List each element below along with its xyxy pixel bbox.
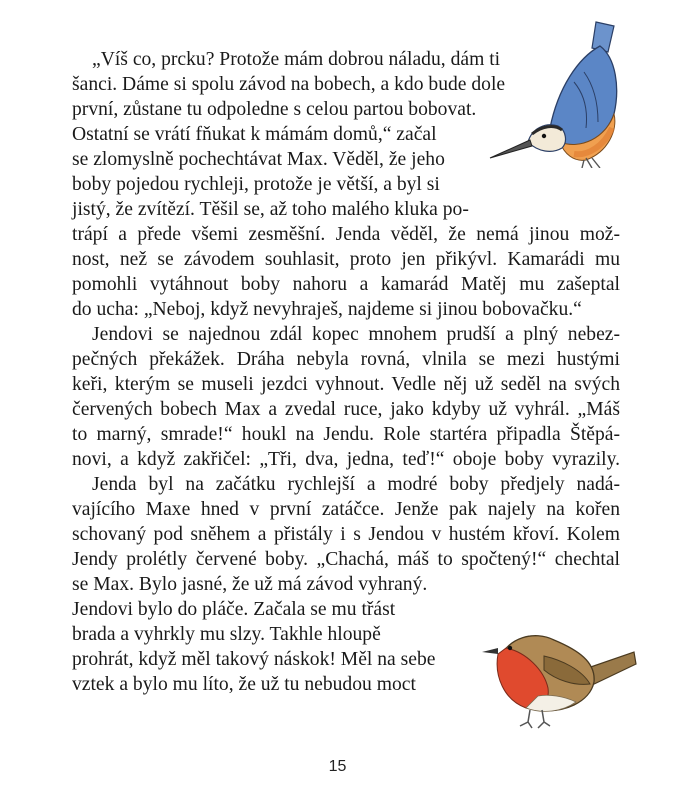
paragraph-2-line-2: pečných překážek. Dráha nebyla rovná, vlnila se mezi hustými bbox=[72, 349, 620, 370]
paragraph-4-line-2: brada a vyhrkly mu slzy. Takhle hloupě bbox=[72, 624, 381, 645]
paragraph-4-line-1: Jendovi bylo do pláče. Začala se mu třást bbox=[72, 599, 396, 620]
paragraph-1-line-9: nost, než se závodem souhlasit, proto jen přikývl. Kamarádi mu bbox=[72, 249, 620, 270]
paragraph-4-line-3: prohrát, když měl takový náskok! Měl na sebe bbox=[72, 649, 436, 670]
paragraph-1-line-7: jistý, že zvítězí. Těšil se, až toho malého kluka po- bbox=[72, 199, 469, 220]
paragraph-3-line-5: se Max. Bylo jasné, že už má závod vyhraný. bbox=[72, 574, 428, 595]
page-number: 15 bbox=[328, 758, 347, 775]
paragraph-1-line-11: do ucha: „Neboj, když nevyhraješ, najdeme si jinou bobovačku.“ bbox=[72, 299, 582, 320]
paragraph-3-line-2: vajícího Maxe hned v první zatáčce. Jenže pak najely na kořen bbox=[72, 499, 620, 520]
paragraph-3-line-4: Jendy prolétly červené boby. „Chachá, máš to spočtený!“ chechtal bbox=[72, 549, 620, 570]
paragraph-1-line-10: pomohli vytáhnout boby nahoru a kamarád Matěj mu zašeptal bbox=[72, 274, 620, 295]
paragraph-3-line-1: Jenda byl na začátku rychlejší a modré boby předjely nadá- bbox=[92, 474, 620, 495]
paragraph-1-line-1: „Víš co, prcku? Protože mám dobrou náladu, dám ti bbox=[92, 49, 501, 70]
paragraph-2-line-3: keři, kterým se museli jezdci vyhnout. Vedle něj už seděl na svých bbox=[72, 374, 620, 395]
paragraph-2-line-5: to marný, smrade!“ houkl na Jendu. Role startéra připadla Štěpá- bbox=[72, 424, 620, 445]
paragraph-2-line-4: červených bobech Max a zvedal ruce, jako kdyby už vyhrál. „Máš bbox=[72, 399, 620, 420]
paragraph-1-line-4: Ostatní se vrátí fňukat k mámám domů,“ začal bbox=[72, 124, 437, 145]
paragraph-3-line-3: schovaný pod sněhem a přistály i s Jendou v hustém křoví. Kolem bbox=[72, 524, 620, 545]
paragraph-1-line-3: první, zůstane tu odpoledne s celou partou bobovat. bbox=[72, 99, 477, 120]
paragraph-1-line-2: šanci. Dáme si spolu závod na bobech, a kdo bude dole bbox=[72, 74, 506, 95]
paragraph-2-line-1: Jendovi se najednou zdál kopec mnohem prudší a plný nebez- bbox=[92, 324, 620, 345]
nuthatch-illustration bbox=[488, 18, 638, 168]
paragraph-1-line-6: boby pojedou rychleji, protože je větší, a byl si bbox=[72, 174, 440, 195]
paragraph-1-line-5: se zlomyslně pochechtávat Max. Věděl, že jeho bbox=[72, 149, 445, 170]
paragraph-1-line-8: trápí a přede všemi zesměšní. Jenda věděl, že nemá jinou mož- bbox=[72, 224, 620, 245]
robin-illustration bbox=[478, 622, 638, 732]
paragraph-4-line-4: vztek a bylo mu líto, že už tu nebudou moct bbox=[72, 674, 416, 695]
paragraph-2-line-6: novi, a když zakřičel: „Tři, dva, jedna, teď!“ oboje boby vyrazily. bbox=[72, 449, 620, 470]
